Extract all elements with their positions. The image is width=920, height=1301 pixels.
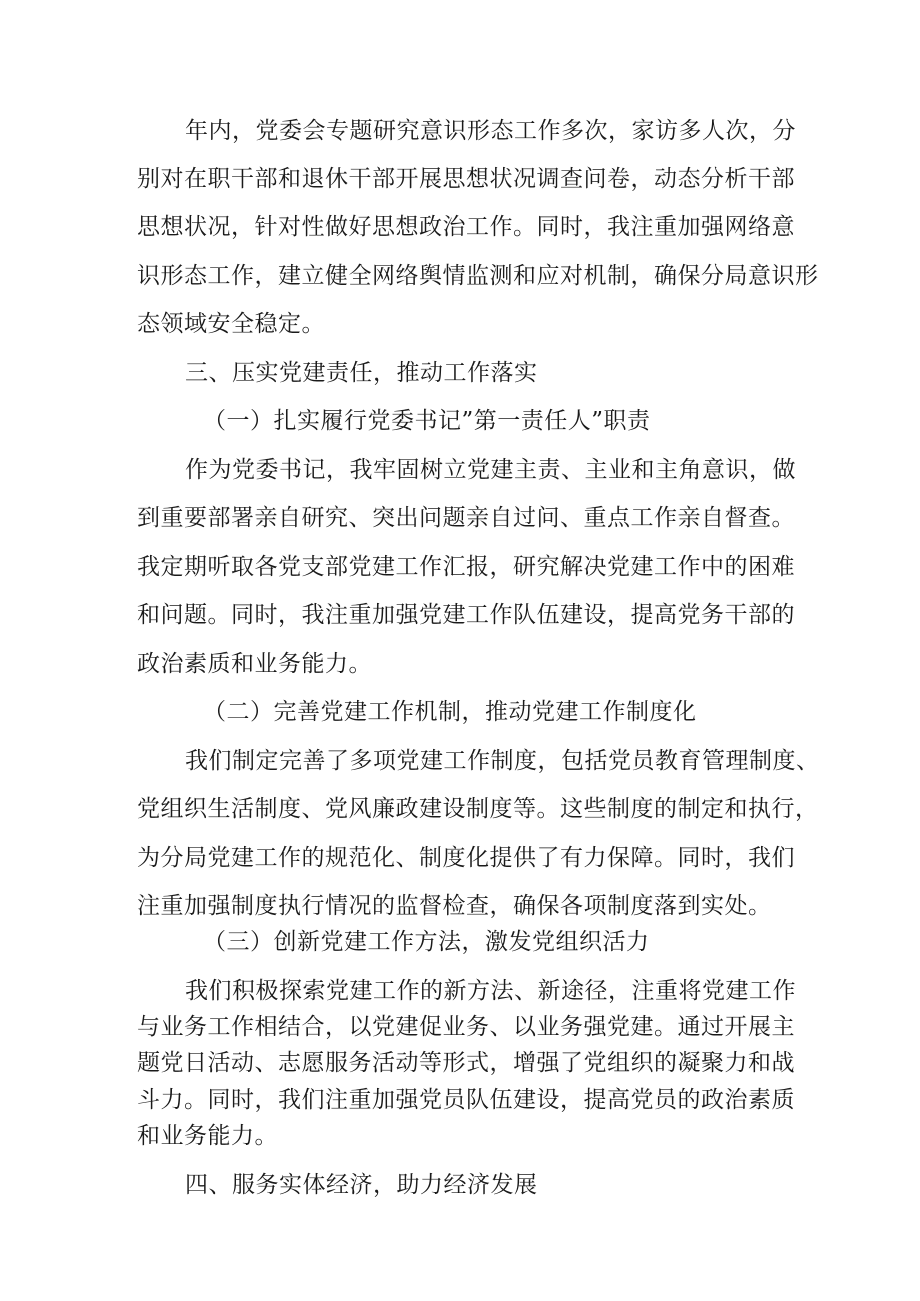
paragraph-line: 作为党委书记，我牢固树立党建主责、主业和主角意识，做 (185, 457, 796, 483)
paragraph-line: 为分局党建工作的规范化、制度化提供了有力保障。同时，我们 (137, 845, 795, 871)
paragraph-line: 年内，党委会专题研究意识形态工作多次，家访多人次，分 (185, 118, 796, 144)
paragraph-line: 注重加强制度执行情况的监督检查，确保各项制度落到实处。 (137, 893, 772, 919)
paragraph-line: 题党日活动、志愿服务活动等形式，增强了党组织的凝聚力和战 (137, 1050, 795, 1076)
paragraph-line: 我们积极探索党建工作的新方法、新途径，注重将党建工作 (185, 978, 796, 1004)
section-heading: 三、压实党建责任，推动工作落实 (185, 360, 538, 386)
subsection-heading: （三）创新党建工作方法，激发党组织活力 (203, 929, 650, 955)
paragraph-line: 态领域安全稳定。 (137, 311, 325, 337)
paragraph-line: 政治素质和业务能力。 (137, 651, 372, 677)
paragraph-line: 党组织生活制度、党风廉政建设制度等。这些制度的制定和执行， (137, 796, 819, 822)
paragraph-line: 思想状况，针对性做好思想政治工作。同时，我注重加强网络意 (137, 214, 795, 240)
subsection-heading: （二）完善党建工作机制，推动党建工作制度化 (203, 699, 697, 725)
paragraph-line: 我们制定完善了多项党建工作制度，包括党员教育管理制度、 (185, 748, 820, 774)
paragraph-line: 和业务能力。 (137, 1123, 278, 1149)
subsection-heading: （一）扎实履行党委书记”第一责任人”职责 (203, 408, 651, 434)
section-heading: 四、服务实体经济，助力经济发展 (185, 1172, 538, 1198)
paragraph-line: 识形态工作，建立健全网络舆情监测和应对机制，确保分局意识形 (137, 263, 819, 289)
paragraph-line: 到重要部署亲自研究、突出问题亲自过问、重点工作亲自督查。 (137, 505, 795, 531)
paragraph-line: 我定期听取各党支部党建工作汇报，研究解决党建工作中的困难 (137, 554, 795, 580)
paragraph-line: 斗力。同时，我们注重加强党员队伍建设，提高党员的政治素质 (137, 1087, 795, 1113)
paragraph-line: 别对在职干部和退休干部开展思想状况调查问卷，动态分析干部 (137, 166, 795, 192)
paragraph-line: 与业务工作相结合，以党建促业务、以业务强党建。通过开展主 (137, 1014, 795, 1040)
paragraph-line: 和问题。同时，我注重加强党建工作队伍建设，提高党务干部的 (137, 602, 795, 628)
